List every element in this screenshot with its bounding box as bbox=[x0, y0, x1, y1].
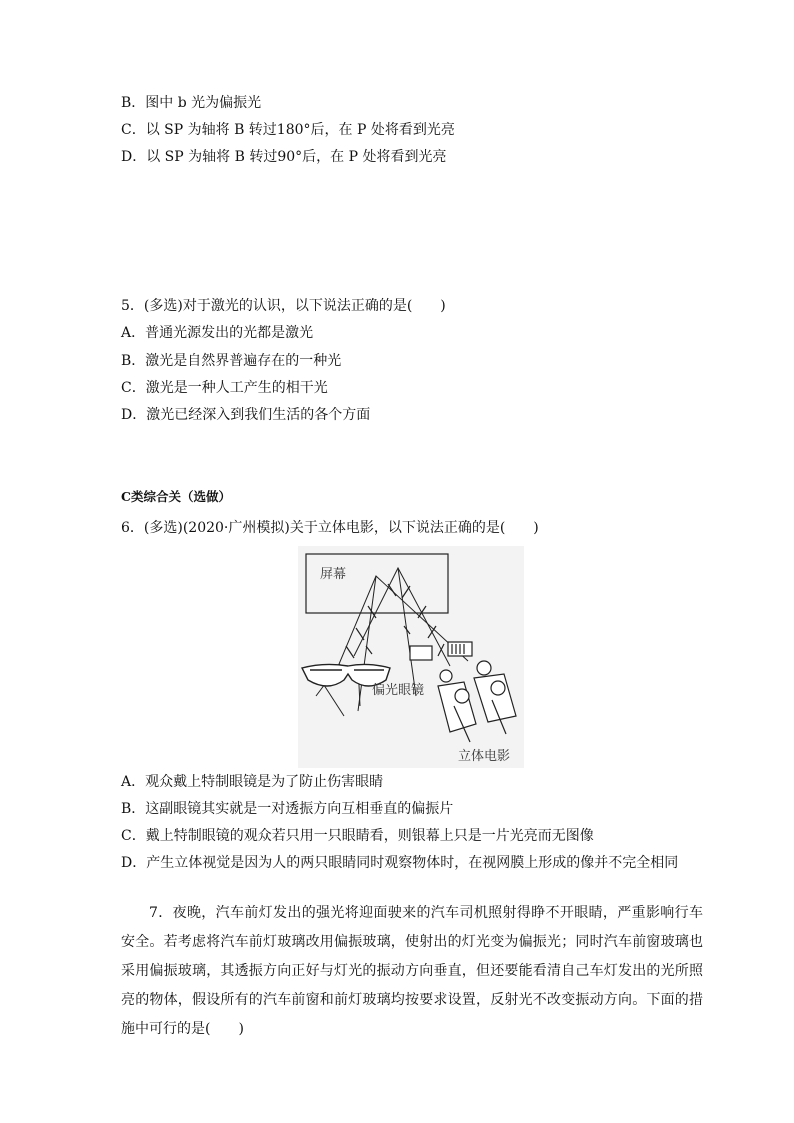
q6-option-c: C．戴上特制眼镜的观众若只用一只眼睛看，则银幕上只是一片光亮而无图像 bbox=[121, 828, 594, 844]
q5-option-a: A．普通光源发出的光都是激光 bbox=[121, 325, 314, 341]
figure-caption: 立体电影 bbox=[458, 749, 511, 764]
section-c-heading: C类综合关（选做） bbox=[121, 489, 231, 504]
q6-option-d: D．产生立体视觉是因为人的两只眼睛同时观察物体时，在视网膜上形成的像并不完全相同 bbox=[121, 855, 679, 871]
stereo-movie-figure bbox=[298, 546, 524, 768]
q4-option-b: B．图中 b 光为偏振光 bbox=[121, 95, 262, 111]
stereo-movie-diagram bbox=[298, 546, 524, 768]
q6-option-b: B．这副眼镜其实就是一对透振方向互相垂直的偏振片 bbox=[121, 801, 454, 817]
glasses-label: 偏光眼镜 bbox=[372, 683, 425, 698]
q5-option-d: D．激光已经深入到我们生活的各个方面 bbox=[121, 407, 371, 423]
q4-option-c: C．以 SP 为轴将 B 转过180°后，在 P 处将看到光亮 bbox=[121, 122, 455, 138]
screen-label: 屏幕 bbox=[320, 567, 347, 582]
q5-stem: 5．(多选)对于激光的认识，以下说法正确的是( ) bbox=[121, 298, 446, 314]
q5-option-c: C．激光是一种人工产生的相干光 bbox=[121, 380, 328, 396]
q5-option-b: B．激光是自然界普遍存在的一种光 bbox=[121, 353, 342, 369]
q6-option-a: A．观众戴上特制眼镜是为了防止伤害眼睛 bbox=[121, 774, 384, 790]
q4-option-d: D．以 SP 为轴将 B 转过90°后，在 P 处将看到光亮 bbox=[121, 149, 447, 165]
q7-stem: 7．夜晚，汽车前灯发出的强光将迎面驶来的汽车司机照射得睁不开眼睛，严重影响行车安全。若考虑将汽车前灯玻璃改用偏振玻璃，使射出的灯光变为偏振光；同时汽车前窗玻璃也采用偏振玻璃，其透振方向正好与灯光的振动方向垂直，但还要能看清自己车灯发出的光所照亮的物体，假设所有的汽车前窗和前灯玻璃均按要求设置，反射光不改变振动方向。下面的措施中可行的是( ) bbox=[121, 905, 703, 1037]
q6-stem: 6．(多选)(2020·广州模拟)关于立体电影，以下说法正确的是( ) bbox=[121, 520, 539, 536]
q7-paragraph bbox=[121, 899, 703, 1044]
